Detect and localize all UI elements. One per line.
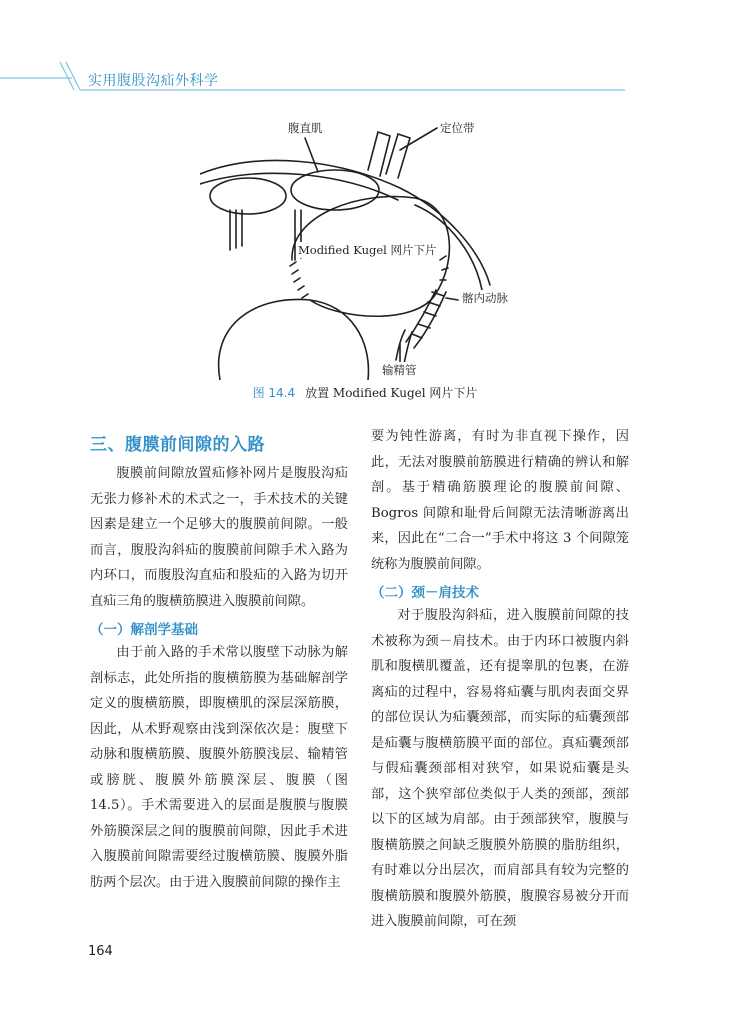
left-paragraph-1: 腹膜前间隙放置疝修补网片是腹股沟疝无张力修补术的术式之一，手术技术的关键因素是建立一个足够大的腹膜前间隙。一般而言，腹股沟斜疝的腹膜前间隙手术入路为内环口，而腹股沟直疝和股疝的入路为切开直疝三角的腹横筋膜进入腹膜前间隙。	[90, 466, 348, 609]
running-head-title: 实用腹股沟疝外科学	[88, 73, 219, 89]
label-vas: 输精管	[382, 363, 417, 377]
figure-caption	[0, 384, 730, 401]
right-paragraph-1: 要为钝性游离，有时为非直视下操作，因此，无法对腹膜前筋膜进行精确的辨认和解剖。基于精确筋膜理论的腹膜前间隙、Bogros 间隙和耻骨后间隙无法清晰游离出来，因此在“二合一”手术中将这 3 个间隙笼统称为腹膜前间隙。	[371, 429, 629, 572]
label-rectus: 腹直肌	[288, 121, 323, 135]
figure-number: 图 14.4	[252, 386, 296, 400]
label-tape: 定位带	[440, 121, 475, 135]
running-head	[0, 0, 730, 100]
figure-illustration	[200, 110, 540, 380]
label-mesh: Modified Kugel 网片下片	[298, 243, 437, 257]
section-title: 三、腹膜前间隙的入路	[90, 435, 265, 455]
right-paragraph-2: 对于腹股沟斜疝，进入腹膜前间隙的技术被称为颈－肩技术。由于内环口被腹内斜肌和腹横肌覆盖，还有提睾肌的包裹，在游离疝的过程中，容易将疝囊与肌肉表面交界的部位误认为疝囊颈部，而实际的疝囊颈部是疝囊与腹横筋膜平面的部位。真疝囊颈部与假疝囊颈部相对狭窄，如果说疝囊是头部，这个狭窄部位类似于人类的颈部，颈部以下的区域为肩部。由于颈部狭窄，腹膜与腹横筋膜之间缺乏腹膜外筋膜的脂肪组织，有时难以分出层次，而肩部具有较为完整的腹横筋膜和腹膜外筋膜，腹膜容易被分开而进入腹膜前间隙，可在颈	[371, 608, 629, 929]
figure-caption-text: 放置 Modified Kugel 网片下片	[305, 386, 478, 400]
page-number: 164	[88, 944, 113, 959]
left-column	[90, 424, 348, 895]
subsection-title-2: （二）颈－肩技术	[371, 585, 479, 601]
subsection-title-1: （一）解剖学基础	[90, 622, 198, 638]
left-paragraph-2: 由于前入路的手术常以腹壁下动脉为解剖标志，此处所指的腹横筋膜为基础解剖学定义的腹横筋膜，即腹横肌的深层深筋膜，因此，从术野观察由浅到深依次是：腹壁下动脉和腹横筋膜、腹膜外筋膜浅层、输精管或膀胱、腹膜外筋膜深层、腹膜（图 14.5）。手术需要进入的层面是腹膜与腹膜外筋膜深层之间的腹膜前间隙，因此手术进入腹膜前间隙需要经过腹横筋膜、腹膜外脂肪两个层次。由于进入腹膜前间隙的操作主	[90, 645, 348, 890]
label-iliac: 髂内动脉	[462, 291, 508, 305]
right-column	[371, 424, 629, 935]
